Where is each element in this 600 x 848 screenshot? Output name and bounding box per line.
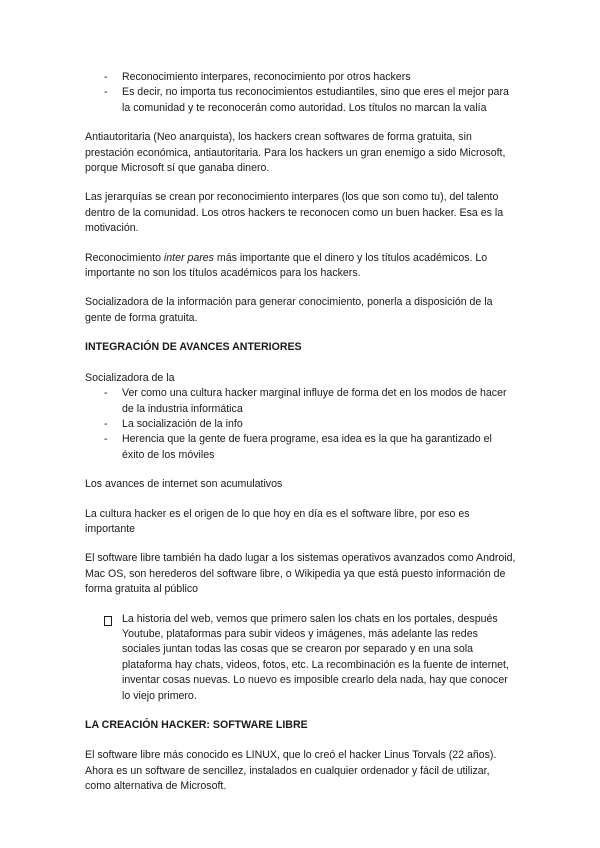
section-heading-creacion-hacker: LA CREACIÓN HACKER: SOFTWARE LIBRE xyxy=(85,719,308,731)
list-item-text: Herencia que la gente de fuera programe, esa idea es la que ha garantizado el éxito de los móviles xyxy=(122,433,492,461)
list-item-text: La historia del web, vemos que primero salen los chats en los portales, después Youtube, plataformas para subir videos y imágenes, más adelante las redes sociales juntan todas las cosas que se crearon por separado y en una sola plataforma hay chats, videos, fotos, etc. La recombinación es la fuente de internet, inventar cosas nuevas. Lo nuevo es imposible crearlo dela nada, hay que conocer lo viejo primero. xyxy=(122,612,509,702)
document-content xyxy=(85,70,517,809)
italic-segment: inter pares xyxy=(163,251,214,264)
list-item xyxy=(85,417,517,432)
dash-bullet-icon: - xyxy=(104,86,108,99)
paragraph-jerarquias: Las jerarquías se crean por reconocimiento interpares (los que son como tu), del talento dentro de la comunidad. Los otros hackers te reconocen como un buen hacker. Esa es la motivación. xyxy=(85,191,504,235)
dash-bullet-icon: - xyxy=(104,417,108,430)
paragraph-antiautoritaria: Antiautoritaria (Neo anarquista), los hackers crean softwares de forma gratuita, sin prestación económica, antiautoritaria. Para los hackers un gran enemigo a sido Microsoft, porque Microsoft sí que ganaba dinero. xyxy=(85,131,506,175)
paragraph-socializadora-de-la: Socializadora de la xyxy=(85,371,175,384)
list-item xyxy=(85,432,517,463)
text-segment: más importante que el dinero y los títulos académicos. Lo importante no son los títulos académicos para los hackers. xyxy=(85,251,488,280)
list-item xyxy=(85,85,517,116)
paragraph-avances: Los avances de internet son acumulativos xyxy=(85,478,283,491)
list-item-text: Es decir, no importa tus reconocimientos estudiantiles, sino que eres el mejor para la comunidad y te reconocerán como autoridad. Los títulos no marcan la valía xyxy=(122,86,509,114)
list-item xyxy=(85,70,517,85)
square-bullet-icon xyxy=(104,616,112,626)
dash-bullet-icon: - xyxy=(104,433,108,446)
text-segment: Reconocimiento xyxy=(85,251,164,264)
dash-bullet-icon: - xyxy=(104,387,108,400)
list-item xyxy=(85,612,517,704)
paragraph-cultura-hacker: La cultura hacker es el origen de lo que hoy en día es el software libre, por eso es importante xyxy=(85,507,470,535)
paragraph-linux: El software libre más conocido es LINUX, que lo creó el hacker Linus Torvals (22 años). Ahora es un software de sencillez, instalados en cualquier ordenador y fácil de utilizar, como alternativa de Microsoft. xyxy=(85,749,497,793)
dash-bullet-icon: - xyxy=(104,71,108,83)
paragraph-socializadora: Socializadora de la información para generar conocimiento, ponerla a disposición de la gente de forma gratuita. xyxy=(85,296,493,324)
list-item-text: La socialización de la info xyxy=(122,417,243,430)
list-item-text: Reconocimiento interpares, reconocimiento por otros hackers xyxy=(122,71,411,83)
list-item-text: Ver como una cultura hacker marginal influye de forma det en los modos de hacer de la industria informática xyxy=(122,387,507,415)
list-item xyxy=(85,386,517,417)
bullet-list-integracion xyxy=(85,386,517,463)
paragraph-reconocimiento xyxy=(85,251,517,282)
bullet-list-hackers xyxy=(85,70,517,116)
bullet-list-historia-web xyxy=(85,612,517,704)
section-heading-integracion: INTEGRACIÓN DE AVANCES ANTERIORES xyxy=(85,341,302,354)
paragraph-software-libre: El software libre también ha dado lugar a los sistemas operativos avanzados como Android, Mac OS, son herederos del software libre, o Wikipedia ya que está puesto información de forma gratuita al público xyxy=(85,552,516,596)
